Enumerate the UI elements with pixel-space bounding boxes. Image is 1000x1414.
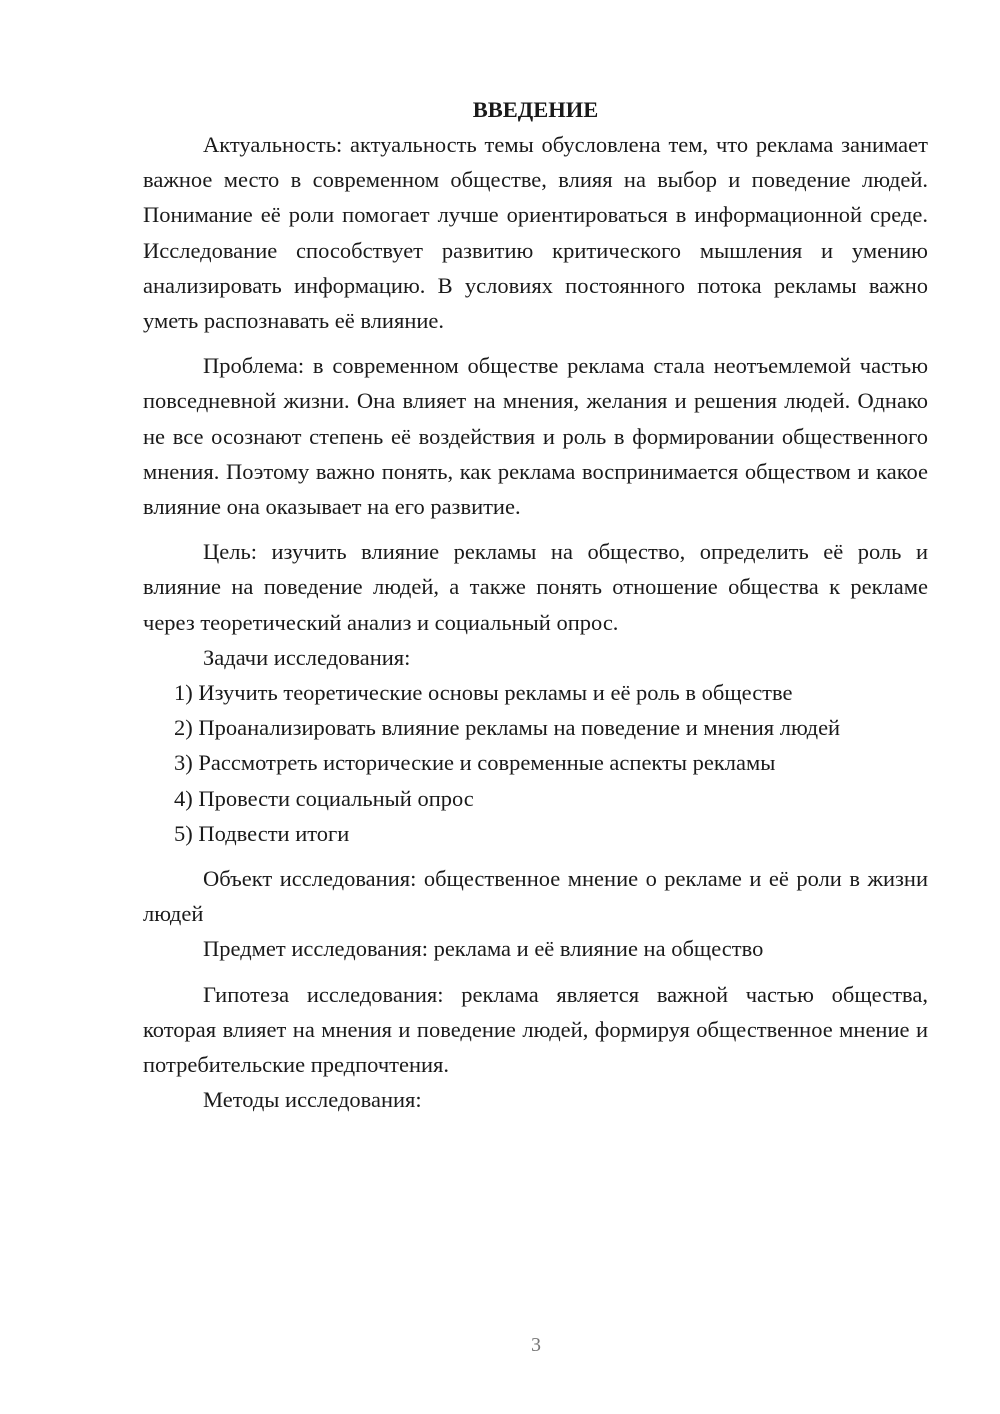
task-item-5: 5) Подвести итоги	[174, 820, 350, 846]
task-item-4: 4) Провести социальный опрос	[174, 785, 474, 811]
methods-heading: Методы исследования:	[203, 1087, 422, 1113]
task-item-3: 3) Рассмотреть исторические и современные аспекты рекламы	[174, 750, 776, 776]
page-body	[143, 92, 928, 1117]
task-item-1: 1) Изучить теоретические основы рекламы и её роль в обществе	[174, 680, 793, 706]
paragraph-goal: Цель: изучить влияние рекламы на общество, определить её роль и влияние на поведение людей, а также понять отношение общества к рекламе через теоретический анализ и социальный опрос.	[143, 539, 928, 635]
task-item-2: 2) Проанализировать влияние рекламы на поведение и мнения людей	[174, 715, 841, 741]
paragraph-relevance: Актуальность: актуальность темы обусловлена тем, что реклама занимает важное место в современном обществе, влияя на выбор и поведение людей. Понимание её роли помогает лучше ориентироваться в информационной среде. Исследование способствует развитию критического мышления и умению анализировать информацию. В условиях постоянного потока рекламы важно уметь распознавать её влияние.	[143, 132, 928, 334]
paragraph-object: Объект исследования: общественное мнение о рекламе и её роли в жизни людей	[143, 866, 928, 927]
paragraph-hypothesis: Гипотеза исследования: реклама является важной частью общества, которая влияет на мнения и поведение людей, формируя общественное мнение и потребительские предпочтения.	[143, 981, 928, 1078]
paragraph-subject: Предмет исследования: реклама и её влияние на общество	[203, 936, 764, 962]
tasks-list	[143, 675, 928, 851]
section-title: ВВЕДЕНИЕ	[472, 97, 599, 122]
paragraph-problem: Проблема: в современном обществе реклама стала неотъемлемой частью повседневной жизни. Она влияет на мнения, желания и решения людей. Однако не все осознают степень её воздействия и роль в формировании общественного мнения. Поэтому важно понять, как реклама воспринимается обществом и какое влияние она оказывает на его развитие.	[143, 353, 928, 520]
tasks-heading: Задачи исследования:	[203, 644, 411, 670]
page-number: 3	[531, 1334, 541, 1356]
